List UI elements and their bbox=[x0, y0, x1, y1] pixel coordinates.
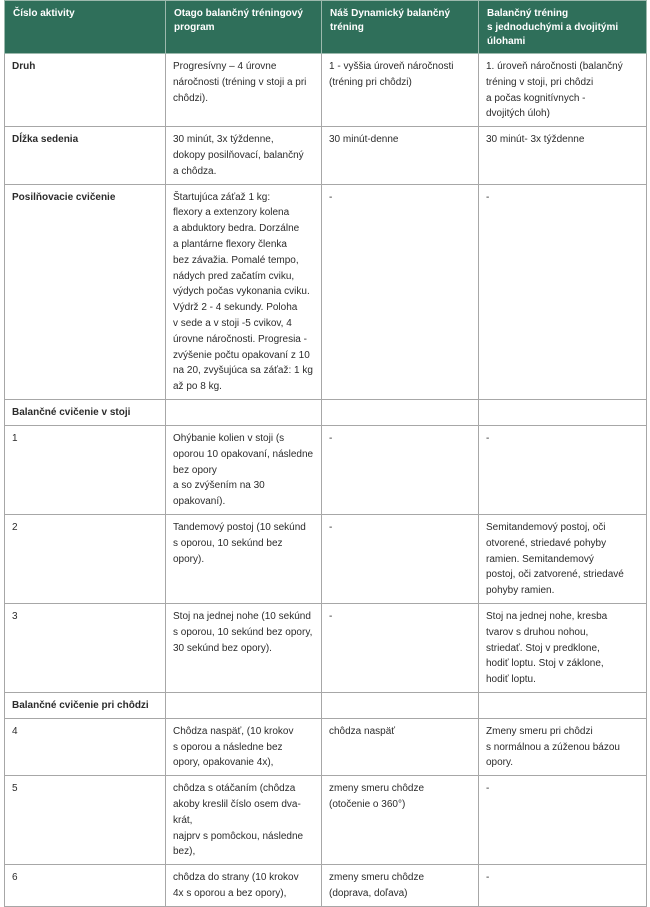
dynamic-cell: - bbox=[322, 425, 479, 514]
activity-label: 1 bbox=[5, 425, 166, 514]
otago-cell: 30 minút, 3x týždenne, dokopy posilňovací, balančný a chôdza. bbox=[166, 127, 322, 184]
otago-cell: Ohýbanie kolien v stoji (s oporou 10 opakovaní, následne bez opory a so zvýšením na 30 opakovaní). bbox=[166, 425, 322, 514]
otago-cell: Štartujúca záťaž 1 kg: flexory a extenzory kolena a abduktory bedra. Dorzálne a plantárne flexory členka bez závažia. Pomalé tempo, nádych pred začatím cviku, výdych počas vykonania cviku. Výdrž 2 - 4 sekundy. Poloha v sede a v stoji -5 cvikov, 4 úrovne náročnosti. Progresia - zvýšenie počtu opakovaní z 10 na 20, zvyšujúca sa záťaž: 1 kg až po 8 kg. bbox=[166, 184, 322, 399]
activity-label: 5 bbox=[5, 776, 166, 865]
empty-cell bbox=[322, 692, 479, 718]
otago-cell: chôdza do strany (10 krokov 4x s oporou a bez opory), bbox=[166, 865, 322, 907]
dynamic-cell: - bbox=[322, 603, 479, 692]
dynamic-cell: - bbox=[322, 184, 479, 399]
activity-label: Druh bbox=[5, 54, 166, 127]
table-row bbox=[5, 514, 647, 603]
activity-label: 3 bbox=[5, 603, 166, 692]
activity-label: Posilňovacie cvičenie bbox=[5, 184, 166, 399]
header-activity-number: Číslo aktivity bbox=[5, 1, 166, 54]
section-row bbox=[5, 692, 647, 718]
header-otago-program: Otago balančný tréningový program bbox=[166, 1, 322, 54]
otago-cell: chôdza s otáčaním (chôdza akoby kreslil číslo osem dva- krát, najprv s pomôckou, následne bez), bbox=[166, 776, 322, 865]
dual-task-cell: - bbox=[479, 776, 647, 865]
activity-label: 2 bbox=[5, 514, 166, 603]
otago-cell: Tandemový postoj (10 sekúnd s oporou, 10 sekúnd bez opory). bbox=[166, 514, 322, 603]
table-row bbox=[5, 54, 647, 127]
otago-cell: Progresívny – 4 úrovne náročnosti (tréning v stoji a pri chôdzi). bbox=[166, 54, 322, 127]
dynamic-cell: zmeny smeru chôdze (doprava, doľava) bbox=[322, 865, 479, 907]
section-label: Balančné cvičenie pri chôdzi bbox=[5, 692, 166, 718]
empty-cell bbox=[166, 692, 322, 718]
activity-label: 6 bbox=[5, 865, 166, 907]
table-row bbox=[5, 184, 647, 399]
empty-cell bbox=[479, 399, 647, 425]
otago-cell: Stoj na jednej nohe (10 sekúnd s oporou, 10 sekúnd bez opory, 30 sekúnd bez opory). bbox=[166, 603, 322, 692]
table-header-row bbox=[5, 1, 647, 54]
otago-cell: Chôdza naspäť, (10 krokov s oporou a následne bez opory, opakovanie 4x), bbox=[166, 718, 322, 775]
dual-task-cell: Stoj na jednej nohe, kresba tvarov s druhou nohou, striedať. Stoj v predklone, hodiť loptu. Stoj v záklone, hodiť loptu. bbox=[479, 603, 647, 692]
table-row bbox=[5, 865, 647, 907]
dual-task-cell: - bbox=[479, 425, 647, 514]
dual-task-cell: 1. úroveň náročnosti (balančný tréning v stoji, pri chôdzi a počas kognitívnych - dvojitých úloh) bbox=[479, 54, 647, 127]
table-body bbox=[5, 54, 647, 907]
section-label: Balančné cvičenie v stoji bbox=[5, 399, 166, 425]
dynamic-cell: 1 - vyššia úroveň náročnosti (tréning pri chôdzi) bbox=[322, 54, 479, 127]
header-dynamic-balance: Náš Dynamický balančný tréning bbox=[322, 1, 479, 54]
dual-task-cell: Zmeny smeru pri chôdzi s normálnou a zúženou bázou opory. bbox=[479, 718, 647, 775]
table-row bbox=[5, 718, 647, 775]
dynamic-cell: zmeny smeru chôdze (otočenie o 360°) bbox=[322, 776, 479, 865]
section-row bbox=[5, 399, 647, 425]
empty-cell bbox=[479, 692, 647, 718]
empty-cell bbox=[322, 399, 479, 425]
table-row bbox=[5, 127, 647, 184]
dynamic-cell: 30 minút-denne bbox=[322, 127, 479, 184]
empty-cell bbox=[166, 399, 322, 425]
dual-task-cell: Semitandemový postoj, oči otvorené, striedavé pohyby ramien. Semitandemový postoj, oči zatvorené, striedavé pohyby ramien. bbox=[479, 514, 647, 603]
dynamic-cell: - bbox=[322, 514, 479, 603]
header-dual-task-balance: Balančný tréning s jednoduchými a dvojitými úlohami bbox=[479, 1, 647, 54]
dual-task-cell: - bbox=[479, 865, 647, 907]
dynamic-cell: chôdza naspäť bbox=[322, 718, 479, 775]
activity-label: 4 bbox=[5, 718, 166, 775]
dual-task-cell: 30 minút- 3x týždenne bbox=[479, 127, 647, 184]
table-row bbox=[5, 776, 647, 865]
table-row bbox=[5, 425, 647, 514]
table-row bbox=[5, 603, 647, 692]
comparison-table bbox=[4, 0, 647, 907]
dual-task-cell: - bbox=[479, 184, 647, 399]
activity-label: Dĺžka sedenia bbox=[5, 127, 166, 184]
